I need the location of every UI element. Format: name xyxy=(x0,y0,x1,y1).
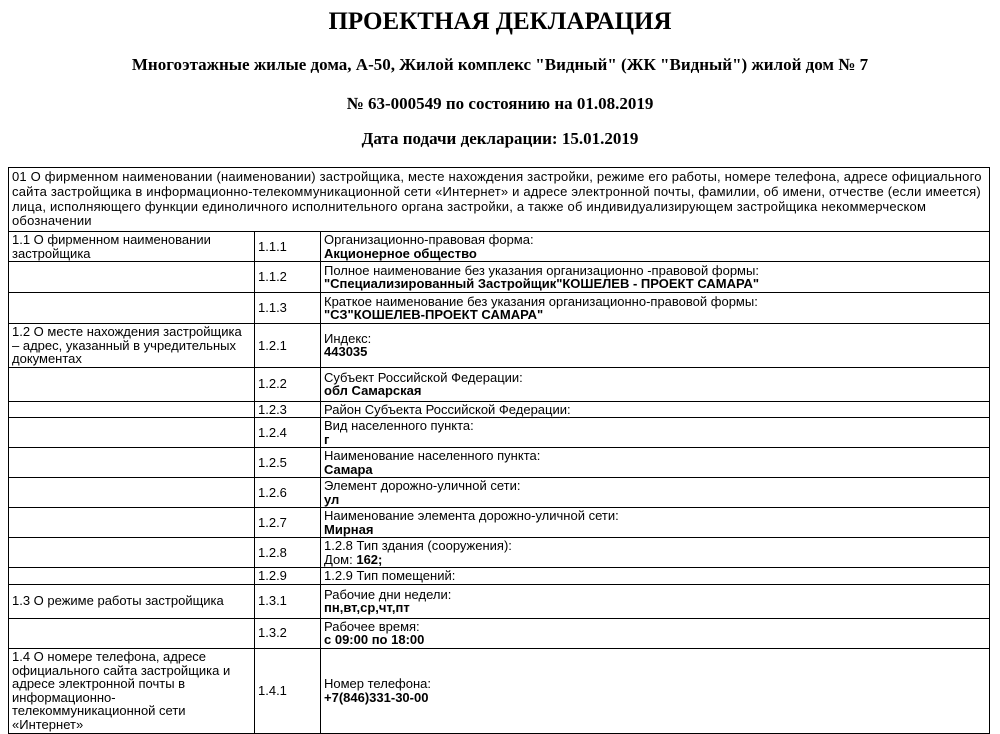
field-label: Вид населенного пункта: xyxy=(324,418,474,433)
item-number-cell: 1.1.2 xyxy=(255,262,321,293)
item-number-cell: 1.1.1 xyxy=(255,232,321,262)
field-value: Мирная xyxy=(324,521,374,537)
table-row xyxy=(9,401,990,418)
field-label: Полное наименование без указания организационно -правовой формы: xyxy=(324,262,759,278)
field-label: Рабочее время: xyxy=(324,618,420,634)
field-cell xyxy=(321,401,990,418)
item-number-cell: 1.2.4 xyxy=(255,418,321,448)
table-row xyxy=(9,448,990,478)
section-cell xyxy=(9,618,255,648)
field-value: обл Самарская xyxy=(324,383,422,398)
field-label: Район Субъекта Российской Федерации: xyxy=(324,401,571,417)
declaration-number-line: № 63-000549 по состоянию на 01.08.2019 xyxy=(346,94,654,113)
section-cell: 1.3 О режиме работы застройщика xyxy=(9,584,255,618)
item-number-cell: 1.4.1 xyxy=(255,648,321,733)
field-cell xyxy=(321,324,990,368)
section-cell xyxy=(9,538,255,568)
field-label: Наименование элемента дорожно-уличной сети: xyxy=(324,508,619,523)
field-value: Акционерное общество xyxy=(324,245,477,261)
field-label: Краткое наименование без указания организационно-правовой формы: xyxy=(324,293,758,309)
field-value: "Специализированный Застройщик"КОШЕЛЕВ - ПРОЕКТ САМАРА" xyxy=(324,276,760,291)
table-row xyxy=(9,508,990,538)
field-cell xyxy=(321,568,990,585)
field-value: Самара xyxy=(324,461,373,477)
page-title: ПРОЕКТНАЯ ДЕКЛАРАЦИЯ xyxy=(328,8,672,35)
field-cell xyxy=(321,648,990,733)
field-value: 443035 xyxy=(324,344,368,360)
field-label: Элемент дорожно-уличной сети: xyxy=(324,478,521,493)
section-cell: 1.2 О месте нахождения застройщика – адрес, указанный в учредительных документах xyxy=(9,324,255,368)
field-cell xyxy=(321,293,990,324)
field-cell xyxy=(321,538,990,568)
item-number-cell: 1.2.7 xyxy=(255,508,321,538)
table-row xyxy=(9,618,990,648)
field-value: ул xyxy=(324,491,340,507)
table-row xyxy=(9,568,990,585)
field-cell xyxy=(321,232,990,262)
section-cell: 1.4 О номере телефона, адресе официального сайта застройщика и адресе электронной почты в информационно-телекоммуникационной сети «Интернет» xyxy=(9,648,255,733)
item-number-cell: 1.2.9 xyxy=(255,568,321,585)
table-row xyxy=(9,367,990,401)
table-row xyxy=(9,538,990,568)
item-number-cell: 1.2.2 xyxy=(255,367,321,401)
field-label: Организационно-правовая форма: xyxy=(324,232,534,247)
item-number-cell: 1.2.6 xyxy=(255,478,321,508)
field-label: 1.2.9 Тип помещений: xyxy=(324,568,456,583)
field-label: Рабочие дни недели: xyxy=(324,586,452,602)
item-number-cell: 1.1.3 xyxy=(255,293,321,324)
field-cell xyxy=(321,508,990,538)
field-cell xyxy=(321,367,990,401)
item-number-cell: 1.3.1 xyxy=(255,584,321,618)
table-row xyxy=(9,232,990,262)
section-cell xyxy=(9,367,255,401)
field-value: г xyxy=(324,431,330,447)
field-value-line xyxy=(324,553,986,567)
field-value: "СЗ"КОШЕЛЕВ-ПРОЕКТ САМАРА" xyxy=(324,307,544,322)
item-number-cell: 1.2.1 xyxy=(255,324,321,368)
section-cell xyxy=(9,448,255,478)
table-row xyxy=(9,478,990,508)
item-number-cell: 1.3.2 xyxy=(255,618,321,648)
field-cell xyxy=(321,262,990,293)
field-value: с 09:00 по 18:00 xyxy=(324,632,425,647)
table-row xyxy=(9,262,990,293)
field-cell xyxy=(321,618,990,648)
field-value: пн,вт,ср,чт,пт xyxy=(324,600,410,615)
section-cell xyxy=(9,262,255,293)
section-01-header-row xyxy=(9,168,990,232)
section-01-header: 01 О фирменном наименовании (наименовании) застройщика, месте нахождения застройки, режиме его работы, номере телефона, адресе официального сайта застройщика в информационно-телекоммуникационной сети «Интернет» и адресе электронной почты, фамилии, об имени, отчестве (если имеется) лица, исполняющего функции единоличного исполнительного органа застройки, а также об индивидуализирующем застройщика некоммерческом обозначении xyxy=(9,168,990,232)
table-row xyxy=(9,648,990,733)
section-cell xyxy=(9,568,255,585)
section-cell xyxy=(9,401,255,418)
field-value: 162; xyxy=(356,551,383,567)
field-value: +7(846)331-30-00 xyxy=(324,689,429,705)
field-label: Наименование населенного пункта: xyxy=(324,448,541,463)
table-row xyxy=(9,324,990,368)
field-cell xyxy=(321,584,990,618)
field-label: Субъект Российской Федерации: xyxy=(324,369,523,385)
declaration-date-line: Дата подачи декларации: 15.01.2019 xyxy=(361,129,639,148)
declaration-table xyxy=(8,167,990,734)
field-value-prefix: Дом: xyxy=(324,551,357,567)
field-cell xyxy=(321,448,990,478)
field-label: Индекс: xyxy=(324,330,372,346)
field-label: 1.2.8 Тип здания (сооружения): xyxy=(324,538,512,553)
table-row xyxy=(9,293,990,324)
section-cell xyxy=(9,508,255,538)
section-cell: 1.1 О фирменном наименовании застройщика xyxy=(9,232,255,262)
section-cell xyxy=(9,418,255,448)
section-cell xyxy=(9,293,255,324)
item-number-cell: 1.2.5 xyxy=(255,448,321,478)
field-label: Номер телефона: xyxy=(324,676,431,691)
table-row xyxy=(9,584,990,618)
table-row xyxy=(9,418,990,448)
document-header xyxy=(0,9,1000,147)
item-number-cell: 1.2.8 xyxy=(255,538,321,568)
section-cell xyxy=(9,478,255,508)
project-subtitle: Многоэтажные жилые дома, А-50, Жилой комплекс "Видный" (ЖК "Видный") жилой дом № 7 xyxy=(131,55,869,74)
field-cell xyxy=(321,418,990,448)
item-number-cell: 1.2.3 xyxy=(255,401,321,418)
field-cell xyxy=(321,478,990,508)
